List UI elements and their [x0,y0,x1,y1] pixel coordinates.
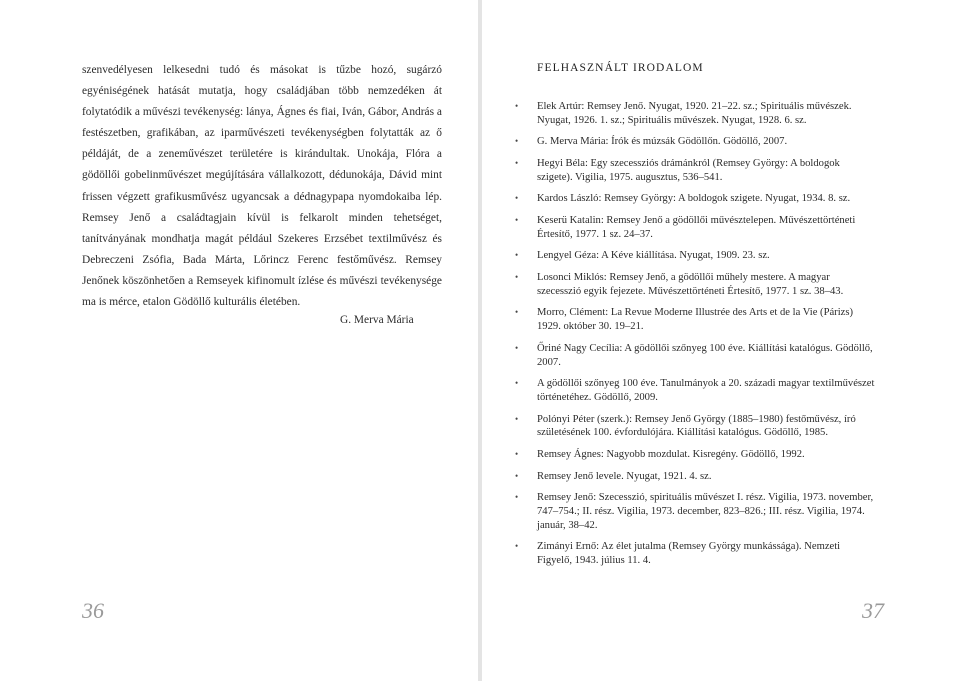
bullet-icon: • [515,214,519,225]
left-page [0,0,478,681]
bibliography-item: • Remsey Jenő: Szecesszió, spirituális művészet I. rész. Vigilia, 1973. november, 747–754.; II. rész. Vigilia, 1973. december, 823–826.; III. rész. Vigilia, 1974. január, 38–42. [515,492,874,531]
bibliography-item: • Kardos László: Remsey György: A boldogok szigete. Nyugat, 1934. 8. sz. [515,193,851,205]
bibliography-item: • Lengyel Géza: A Kéve kiállítása. Nyugat, 1909. 23. sz. [515,250,770,262]
bullet-icon: • [515,271,519,282]
bibliography-item: • A gödöllői szőnyeg 100 éve. Tanulmányok a 20. századi magyar textilművészet történetéhez. Gödöllő, 2009. [515,378,875,403]
bullet-icon: • [515,193,519,204]
page-number-left: 36 [82,598,104,623]
bullet-icon: • [515,101,519,111]
bullet-icon: • [515,342,519,353]
bullet-icon: • [515,307,519,318]
bibliography-item: • Morro, Clément: La Revue Moderne Illustrée des Arts et de la Vie (Párizs) 1929. október 30. 19–21. [515,307,854,333]
bullet-icon: • [515,470,519,481]
bullet-icon: • [515,157,519,168]
bullet-icon: • [515,136,519,147]
right-page [482,0,960,681]
bibliography-item: • Remsey Jenő levele. Nyugat, 1921. 4. sz. [515,470,712,482]
bibliography-list [515,100,875,576]
page-number-right: 37 [862,598,884,623]
bibliography-item: • Keserü Katalin: Remsey Jenő a gödöllői művésztelepen. Művészettörténeti Értesítő, 1977. 1 sz. 24–37. [515,214,856,240]
bullet-icon: • [515,448,519,459]
bibliography-item: • Polónyi Péter (szerk.): Remsey Jenő György (1885–1980) festőművész, író születésének 100. évfordulójára. Kiállítási katalógus. Gödöllő, 1985. [515,413,856,439]
bibliography-item: • G. Merva Mária: Írók és múzsák Gödöllőn. Gödöllő, 2007. [515,136,788,148]
author-signature: G. Merva Mária [340,314,414,326]
bullet-icon: • [515,541,519,552]
bibliography-item: • Zimányi Ernő: Az élet jutalma (Remsey György munkássága). Nemzeti Figyelő, 1943. július 11. 4. [515,541,841,567]
bullet-icon: • [515,378,519,389]
body-paragraph: szenvedélyesen lelkesedni tudó és másokat is tűzbe hozó, sugárzó egyéniségének hatását mutatja, hogy családjában több nemzedéken át folytatódik a művészi tevékenység: lánya, Ágnes és fiai, Iván, Gábor, András a festészetben, grafikában, az iparművészeti tevékenységben folytatták az ő példáját, de a zeneművészet területére is kirándultak. Unokája, Flóra a gödöllői gobelinművészet megújítására vállalkozott, dédunokája, Dávid mint frissen végzett grafikusművész ugyancsak a dédnagypapa nyomdokaiba lép. Remsey Jenő a családtagjain kívül is felkarolt minden tehetséget, tanítványának mondhatja magát például Szekeres Erzsébet textilművész és Debreczeni Zsófia, Bada Márta, Lőrincz Ferenc festőművész. Remsey Jenőnek köszönhetően a Remseyek kifinomult ízlése és művészi tevékenysége ma is mérce, etalon Gödöllő kulturális életében. [82,64,442,309]
bullet-icon: • [515,492,519,503]
bullet-icon: • [515,250,519,261]
bibliography-item: • Losonci Miklós: Remsey Jenő, a gödöllői műhely mestere. A magyar szecesszió egyik fejezete. Művészettörténeti Értesítő, 1977. 1 sz. 38–43. [515,271,844,297]
bibliography-item: • Remsey Ágnes: Nagyobb mozdulat. Kisregény. Gödöllő, 1992. [515,448,805,460]
bibliography-item: • Elek Artúr: Remsey Jenő. Nyugat, 1920. 21–22. sz.; Spirituális művészek. Nyugat, 1926. 1. sz.; Spirituális művészek. Nyugat, 1928. 6. sz. [515,101,852,126]
bullet-icon: • [515,413,519,424]
bibliography-item: • Hegyi Béla: Egy szecessziós drámánkról (Remsey György: A boldogok szigete). Vigilia, 1975. augusztus, 536–541. [515,157,840,183]
bibliography-heading: FELHASZNÁLT IRODALOM [537,62,704,74]
bibliography-item: • Őriné Nagy Cecília: A gödöllői szőnyeg 100 éve. Kiállítási katalógus. Gödöllő, 2007. [515,342,873,368]
